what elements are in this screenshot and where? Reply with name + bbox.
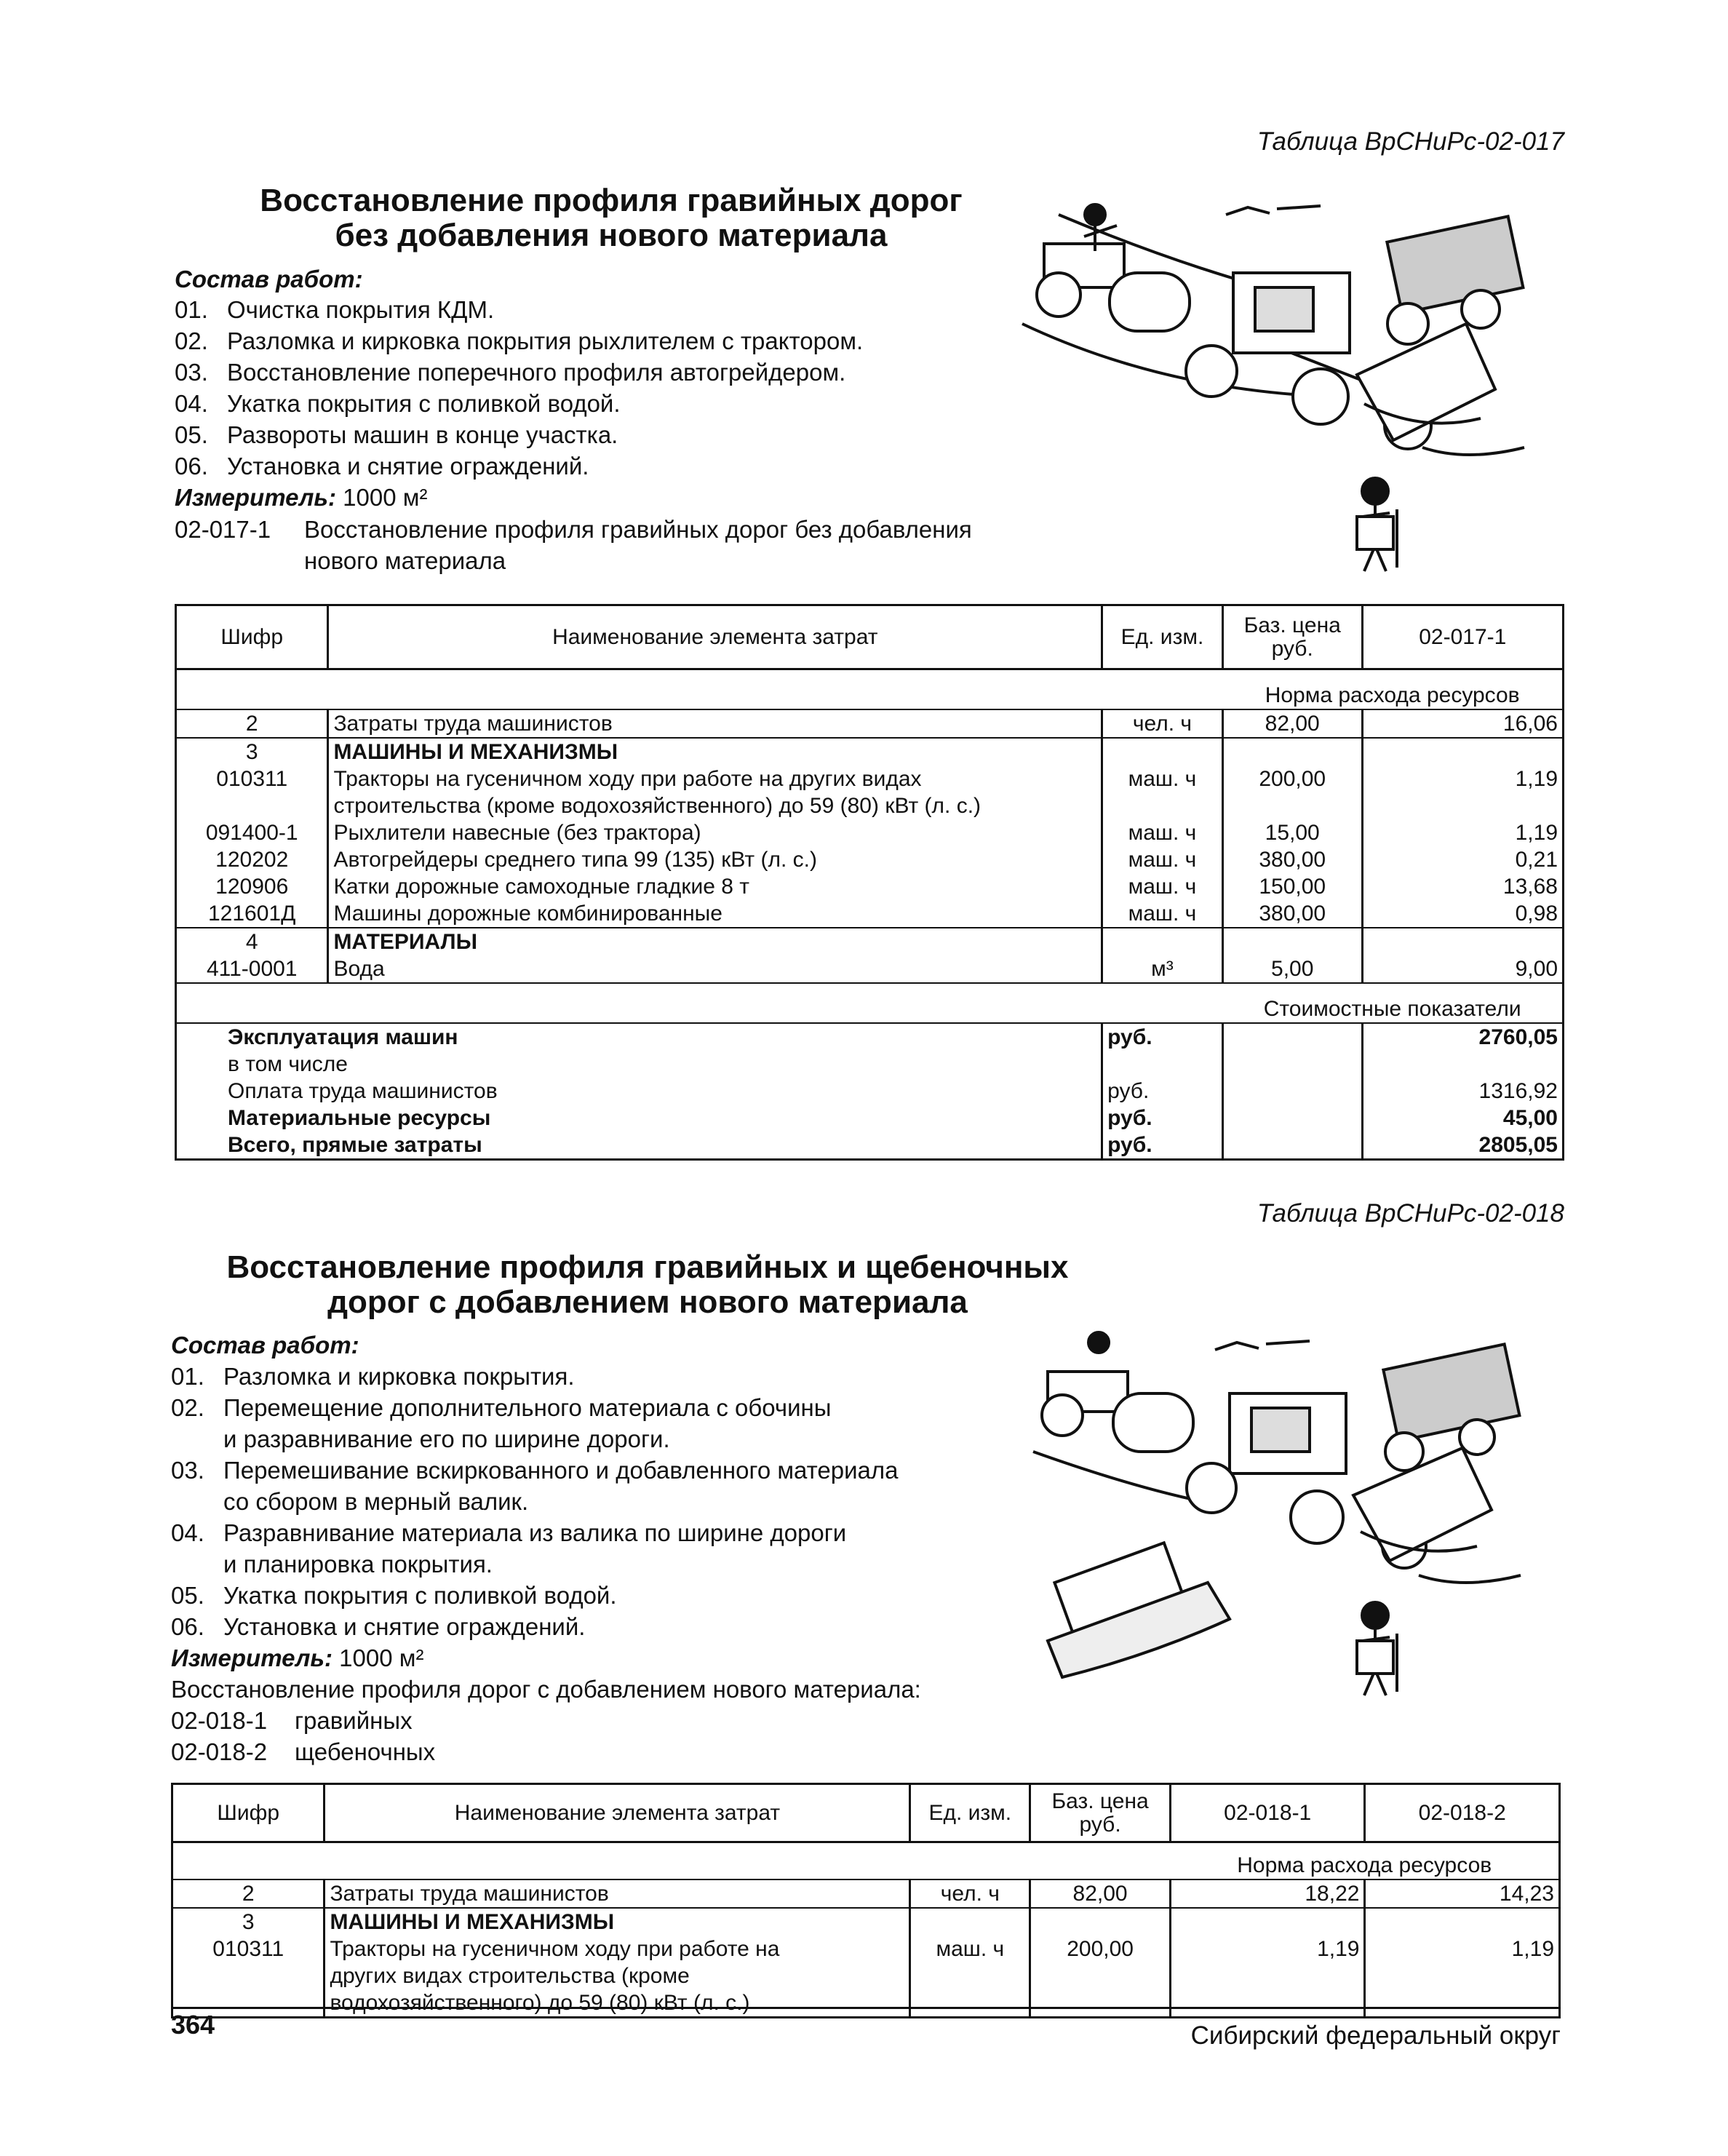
resource-table-1 — [175, 604, 1564, 1161]
measure-label: Измеритель: — [171, 1644, 333, 1671]
works-list — [175, 294, 863, 482]
section-row — [172, 1842, 1560, 1853]
work-item: 03. Перемешивание вскиркованного и добавленного материала — [171, 1457, 899, 1484]
title-line: дорог с добавлением нового материала — [327, 1284, 968, 1320]
resource-table-2 — [171, 1783, 1561, 2018]
truck-icon — [1387, 216, 1523, 313]
cost-row: Эксплуатация машин руб. 2760,05 — [176, 1023, 1564, 1051]
work-item: 01. Очистка покрытия КДМ. — [175, 296, 495, 323]
page-number: 364 — [171, 2010, 215, 2040]
intro-text: Восстановление профиля дорог с добавлением нового материала: — [171, 1676, 921, 1703]
table-label: Таблица ВрСНиРс-02-017 — [1257, 127, 1564, 156]
road-machinery-illustration — [1015, 186, 1561, 582]
work-item: 06. Установка и снятие ограждений. — [171, 1613, 586, 1640]
section-title — [175, 1250, 1120, 1320]
table-row: 2 Затраты труда машинистов чел. ч 82,00 18,22 14,23 — [172, 1879, 1560, 1908]
code-item: 02-018-1 гравийных — [171, 1707, 413, 1734]
header-unit: Ед. изм. — [1102, 605, 1223, 669]
work-item: 05. Развороты машин в конце участка. — [175, 421, 618, 448]
table-row: 4 МАТЕРИАЛЫ — [176, 928, 1564, 955]
section-row — [176, 669, 1564, 683]
header-price: Баз. цена руб. — [1030, 1784, 1171, 1842]
header-col-2: 02-018-2 — [1365, 1784, 1560, 1842]
cost-row: в том числе — [176, 1051, 1564, 1078]
header-name: Наименование элемента затрат — [328, 605, 1102, 669]
title-line: без добавления нового материала — [335, 218, 888, 253]
norm-label: Норма расхода ресурсов — [1222, 682, 1563, 709]
work-item: 04. Разравнивание материала из валика по ширине дороги — [171, 1519, 847, 1546]
cost-header-row — [176, 995, 1564, 1023]
cost-label: Стоимостные показатели — [1222, 995, 1563, 1023]
section-row — [176, 983, 1564, 995]
work-item: 05. Укатка покрытия с поливкой водой. — [171, 1582, 617, 1609]
code-line: 02-017-1 Восстановление профиля гравийных дорог без добавления нового материала — [175, 516, 972, 574]
table-label: Таблица ВрСНиРс-02-018 — [1257, 1199, 1564, 1228]
measure-value: 1000 м² — [343, 484, 428, 511]
table-row: 091400-1 Рыхлители навесные (без трактора) маш. ч 15,00 1,19 — [176, 819, 1564, 846]
measure-value: 1000 м² — [339, 1644, 424, 1671]
cost-row: Всего, прямые затраты руб. 2805,05 — [176, 1131, 1564, 1160]
table-header — [172, 1784, 1560, 1842]
region-name: Сибирский федеральный округ — [1190, 2021, 1561, 2050]
footer-rule — [171, 2007, 1561, 2009]
table-row: 010311 Тракторы на гусеничном ходу при работе на других видах строительства (кроме водохозяйственного) до 59 (80) кВт (л. с.) маш. ч 200,00 1,19 — [176, 765, 1564, 819]
composition-label: Состав работ: — [175, 266, 363, 293]
table-row: 120202 Автогрейдеры среднего типа 99 (135) кВт (л. с.) маш. ч 380,00 0,21 — [176, 846, 1564, 873]
work-item: 01. Разломка и кирковка покрытия. — [171, 1363, 575, 1390]
header-price: Баз. цена руб. — [1222, 605, 1362, 669]
title-line: Восстановление профиля гравийных и щебеночных — [226, 1249, 1069, 1285]
work-item: 04. Укатка покрытия с поливкой водой. — [175, 390, 621, 417]
cost-row: Оплата труда машинистов руб. 1316,92 — [176, 1078, 1564, 1105]
worker-icon — [1362, 1602, 1388, 1628]
norm-row — [176, 682, 1564, 709]
work-item: 06. Установка и снятие ограждений. — [175, 453, 589, 480]
worker-icon — [1362, 478, 1388, 504]
table-row: 3 МАШИНЫ И МЕХАНИЗМЫ — [172, 1908, 1560, 1936]
truck-icon — [1383, 1344, 1519, 1441]
table-row: 2 Затраты труда машинистов чел. ч 82,00 16,06 — [176, 709, 1564, 738]
work-item: 02. Разломка и кирковка покрытия рыхлителем с трактором. — [175, 327, 864, 354]
norm-row — [172, 1852, 1560, 1879]
header-name: Наименование элемента затрат — [325, 1784, 910, 1842]
table-row: 120906 Катки дорожные самоходные гладкие 8 т маш. ч 150,00 13,68 — [176, 873, 1564, 900]
header-code: Шифр — [172, 1784, 325, 1842]
code-item: 02-018-2 щебеночных — [171, 1738, 436, 1765]
work-item: 02. Перемещение дополнительного материала с обочины — [171, 1394, 832, 1421]
header-unit: Ед. изм. — [910, 1784, 1030, 1842]
table-row: 121601Д Машины дорожные комбинированные маш. ч 380,00 0,98 — [176, 900, 1564, 928]
measure-line — [171, 1642, 423, 1674]
measure-line — [175, 482, 427, 513]
table-row: 3 МАШИНЫ И МЕХАНИЗМЫ — [176, 738, 1564, 765]
work-item: 03. Восстановление поперечного профиля автогрейдером. — [175, 359, 846, 386]
header-col-1: 02-018-1 — [1170, 1784, 1365, 1842]
table-row: 010311 Тракторы на гусеничном ходу при работе на других видах строительства (кроме водохозяйственного) до 59 (80) кВт (л. с.) маш. ч 200,00 1,19 1,19 — [172, 1936, 1560, 2018]
section-title — [175, 183, 1048, 253]
cost-row: Материальные ресурсы руб. 45,00 — [176, 1105, 1564, 1131]
header-col-1: 02-017-1 — [1362, 605, 1563, 669]
header-code: Шифр — [176, 605, 328, 669]
measure-label: Измеритель: — [175, 484, 336, 511]
norm-label: Норма расхода ресурсов — [1170, 1852, 1559, 1879]
code-lines — [171, 1674, 921, 1767]
table-header — [176, 605, 1564, 669]
road-machinery-illustration — [1019, 1321, 1542, 1699]
title-line: Восстановление профиля гравийных дорог — [260, 183, 963, 218]
table-row: 411-0001 Вода м³ 5,00 9,00 — [176, 955, 1564, 983]
works-list: 01. Разломка и кирковка покрытия. 02. Перемещение дополнительного материала с обочины и разравнивание его по ширине дороги. 03. Перемешивание вскиркованного и добавленного материала со сбором в мерный валик. 04. Разравнивание материала из валика по ширине дороги и планировка покрытия. 05. Укатка покрытия с поливкой водой. 06. Установка и снятие ограждений. — [171, 1361, 899, 1642]
composition-label: Состав работ: — [171, 1332, 359, 1359]
